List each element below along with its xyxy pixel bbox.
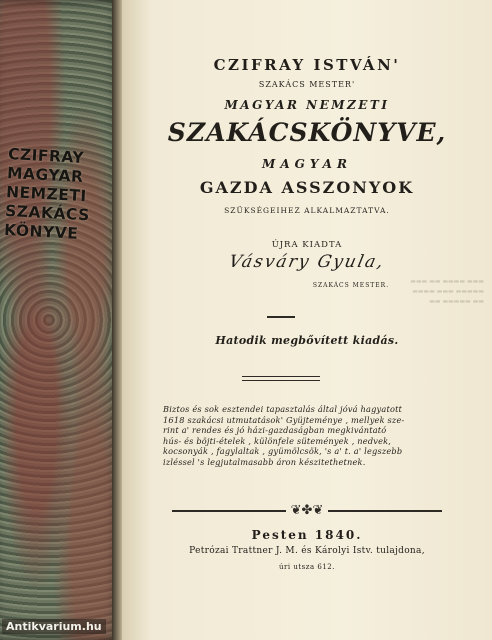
title-page [122,0,492,640]
show-through-text: ▬▬▬ ▬▬▬▬ ▬▬ ▬▬▬ [410,278,484,285]
publisher: Petrózai Trattner J. M. és Károlyi Istv. tulajdona, [189,546,425,556]
address: úri utsza 612. [279,563,335,571]
divider [267,316,295,318]
main-title: SZAKÁCSKÖNYVE, [167,118,447,147]
subtitle-line: SZÜKSÉGEIHEZ ALKALMAZTATVA. [224,206,390,215]
spine-line: NEMZETI [5,182,88,206]
ornament-flourish-icon: ❦✤❦ [290,503,324,518]
description-line: rint a' rendes és jó házi-gazdaságban megkivántató [163,425,387,436]
spine-line: MAGYAR [6,164,84,186]
author-name: CZIFRAY ISTVÁN' [213,56,401,74]
author-role: SZAKÁCS MESTER' [258,80,356,89]
spine-line: SZAKÁCS [4,201,91,225]
subtitle-line: MAGYAR [262,157,352,171]
spine-line: CZIFRAY [7,145,85,167]
show-through-text: ▬▬ ▬▬▬▬▬ ▬▬ [429,298,484,305]
ornament-line [172,510,286,512]
watermark: Antikvarium.hu [2,619,106,634]
ornament-divider [172,503,442,519]
divider [242,376,320,381]
description-line: Biztos és sok esztendei tapasztalás által jóvá hagyatott [163,404,403,414]
show-through-text: ▬▬▬▬▬ ▬▬▬ ▬▬▬▬ [412,288,484,295]
description-line: izléssel 's legjutalmasabb áron készitethetnek. [163,456,366,467]
description-line: hús- és böjti-ételek , különfele sütemények , nedvek, [163,435,392,446]
spine-line: KÖNYVE [3,220,79,243]
editor-signature: Vásváry Gyula, [227,252,387,272]
spine-title [4,145,125,246]
subtitle-line: GAZDA ASSZONYOK [199,178,415,197]
place-year: Pesten 1840. [251,528,363,542]
description [163,404,453,468]
ornament-line [328,510,442,512]
description-line: 1618 szakácsi utmutatások' Gyüjteménye , mellyek sze- [163,414,405,425]
title-line: MAGYAR NEMZETI [224,98,390,112]
edition-note: Hatodik megbővített kiadás. [215,334,399,347]
editor-role: SZAKÁCS MESTER. [312,282,390,289]
reissued-by: ÚJRA KIADTA [271,240,343,250]
book-spine [0,0,122,640]
description-line: kocsonyák , fagylaltak , gyümölcsök, 's a' t. a' legszebb [163,446,403,457]
